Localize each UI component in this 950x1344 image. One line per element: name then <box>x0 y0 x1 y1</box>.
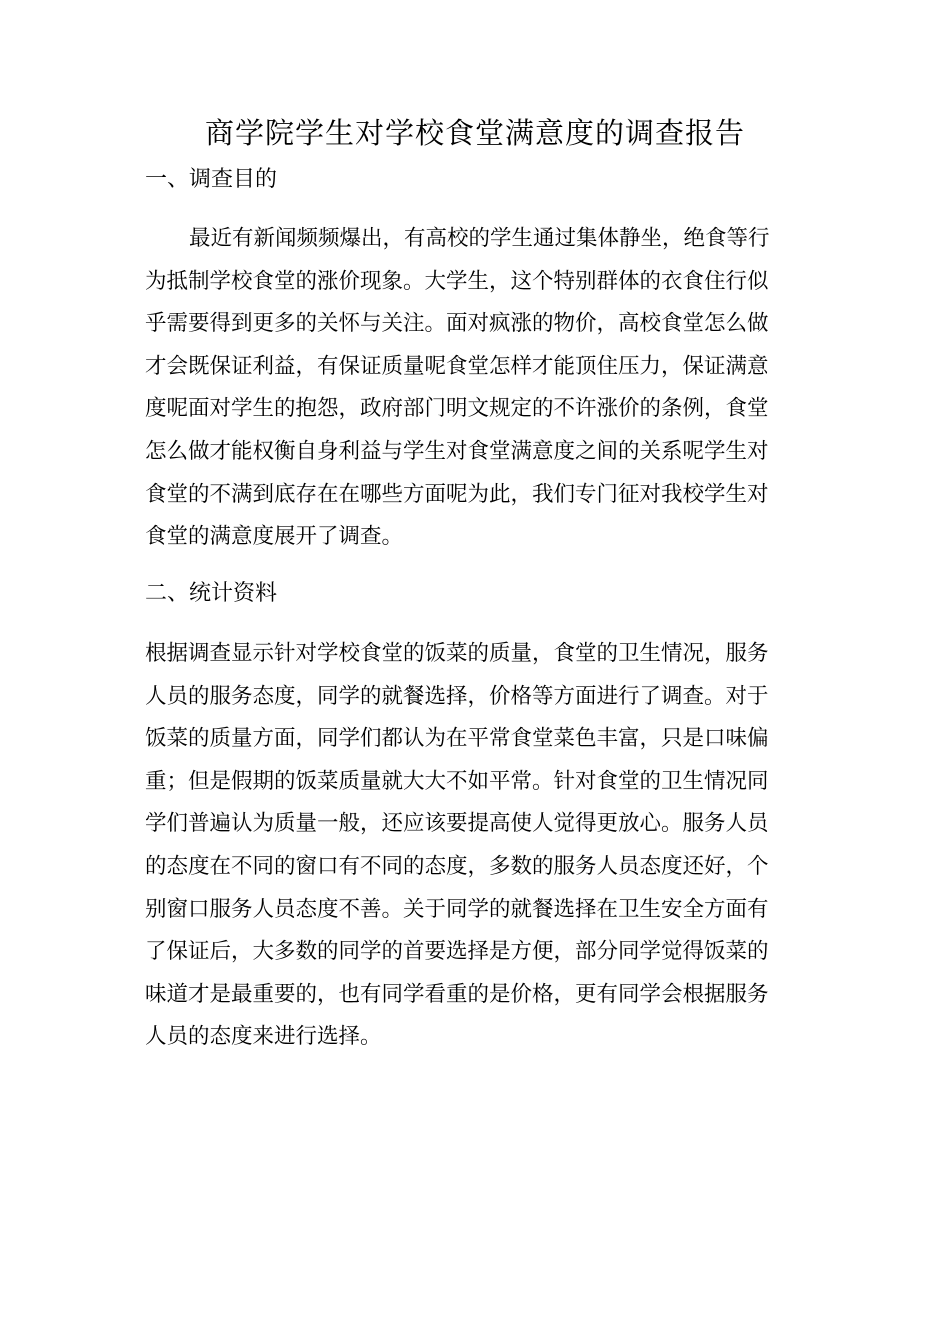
paragraph-line: 怎么做才能权衡自身利益与学生对食堂满意度之间的关系呢学生对 <box>145 438 769 464</box>
paragraph-line: 食堂的不满到底存在在哪些方面呢为此，我们专门征对我校学生对 <box>145 481 769 507</box>
statistics-paragraph <box>145 633 805 1059</box>
paragraph-line: 才会既保证利益，有保证质量呢食堂怎样才能顶住压力，保证满意 <box>145 353 769 379</box>
purpose-paragraph <box>145 218 805 559</box>
paragraph-line: 度呢面对学生的抱怨，政府部门明文规定的不许涨价的条例，食堂 <box>145 396 769 422</box>
paragraph-line: 味道才是最重要的，也有同学看重的是价格，更有同学会根据服务 <box>145 981 769 1007</box>
paragraph-line: 学们普遍认为质量一般，还应该要提高使人觉得更放心。服务人员 <box>145 811 769 837</box>
document-title: 商学院学生对学校食堂满意度的调查报告 <box>204 116 745 150</box>
paragraph-line: 根据调查显示针对学校食堂的饭菜的质量，食堂的卫生情况，服务 <box>145 641 769 666</box>
paragraph-line: 别窗口服务人员态度不善。关于同学的就餐选择在卫生安全方面有 <box>145 896 769 922</box>
paragraph-line: 的态度在不同的窗口有不同的态度，多数的服务人员态度还好，个 <box>145 853 769 879</box>
paragraph-line: 乎需要得到更多的关怀与关注。面对疯涨的物价，高校食堂怎么做 <box>145 311 769 337</box>
section-heading-purpose: 一、调查目的 <box>145 167 278 192</box>
paragraph-line: 最近有新闻频频爆出，有高校的学生通过集体静坐，绝食等行 <box>189 226 770 251</box>
paragraph-line: 为抵制学校食堂的涨价现象。大学生，这个特别群体的衣食住行似 <box>145 268 769 294</box>
paragraph-line: 了保证后，大多数的同学的首要选择是方便，部分同学觉得饭菜的 <box>145 939 769 965</box>
paragraph-line: 人员的服务态度，同学的就餐选择，价格等方面进行了调查。对于 <box>145 683 769 709</box>
paragraph-line: 重；但是假期的饭菜质量就大大不如平常。针对食堂的卫生情况同 <box>145 768 769 794</box>
paragraph-line: 食堂的满意度展开了调查。 <box>145 524 404 550</box>
paragraph-line: 饭菜的质量方面，同学们都认为在平常食堂菜色丰富，只是口味偏 <box>145 726 769 752</box>
section-heading-statistics: 二、统计资料 <box>145 581 278 606</box>
paragraph-line: 人员的态度来进行选择。 <box>145 1024 382 1050</box>
